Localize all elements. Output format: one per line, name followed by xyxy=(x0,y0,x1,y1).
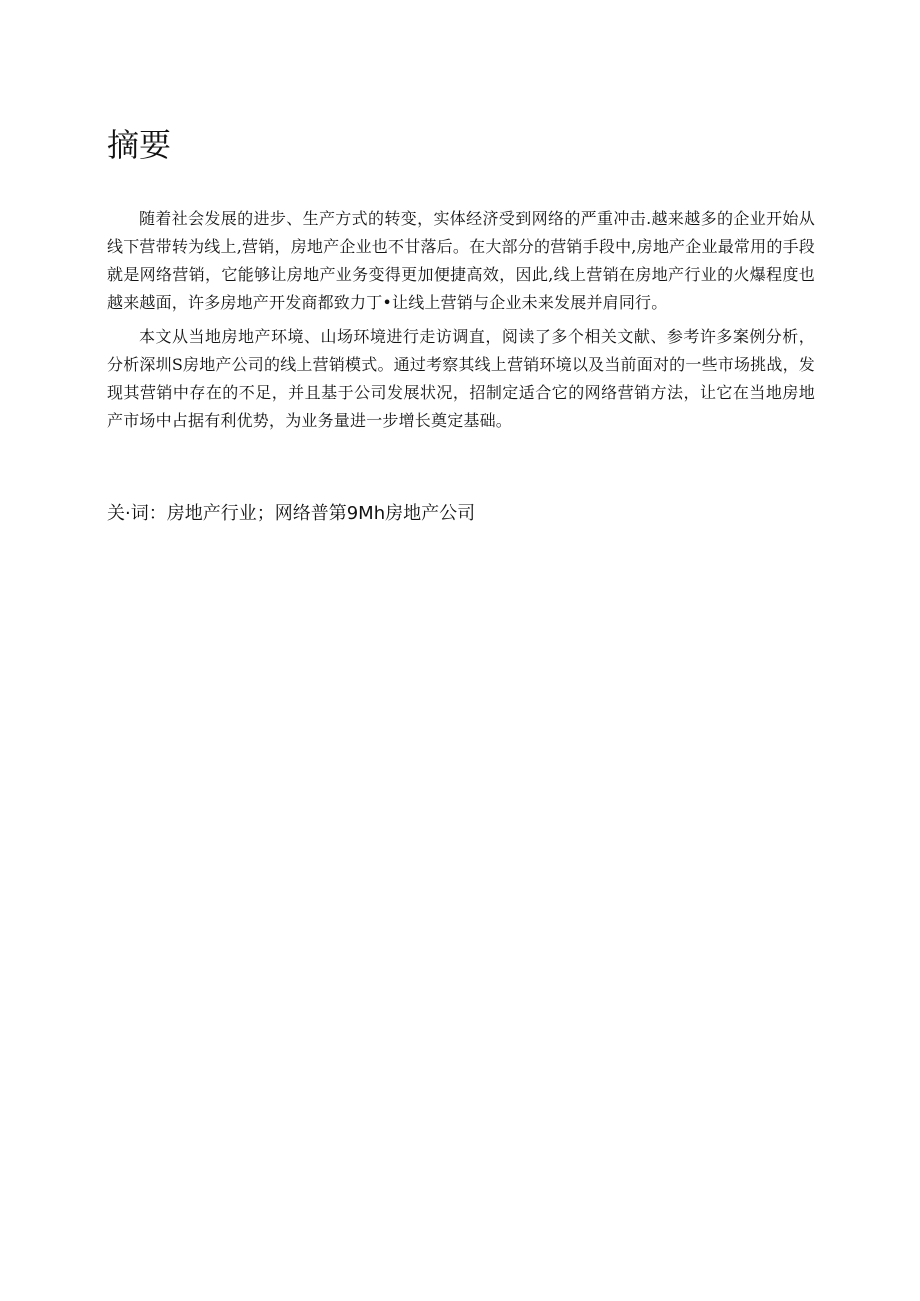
abstract-body xyxy=(107,205,815,435)
abstract-title: 摘要 xyxy=(107,126,172,164)
keywords-line: 关·词：房地产行业；网络普第9Mh房地产公司 xyxy=(107,503,476,524)
abstract-paragraph-1: 随着社会发展的进步、生产方式的转变，实体经济受到网络的严重冲击.越来越多的企业开始从线下营带转为线上,营销，房地产企业也不甘落后。在大部分的营销手段中,房地产企业最常用的手段就是网络营销，它能够让房地产业务变得更加便捷高效，因此,线上营销在房地产行业的火爆程度也越来越面，许多房地产开发商都致力丁•让线上营销与企业未来发展并肩同行。 xyxy=(107,209,815,312)
abstract-paragraph-2: 本文从当地房地产环境、山场环境进行走访调直，阅读了多个相关文献、参考许多案例分析，分析深圳S房地产公司的线上营销模式。通过考察其线上营销环境以及当前面对的一些市场挑战，发现其营销中存在的不足，并且基于公司发展状况，招制定适合它的网络营销方法，让它在当地房地产市场中占据有利优势，为业务量进一步增长奠定基础。 xyxy=(107,327,815,430)
